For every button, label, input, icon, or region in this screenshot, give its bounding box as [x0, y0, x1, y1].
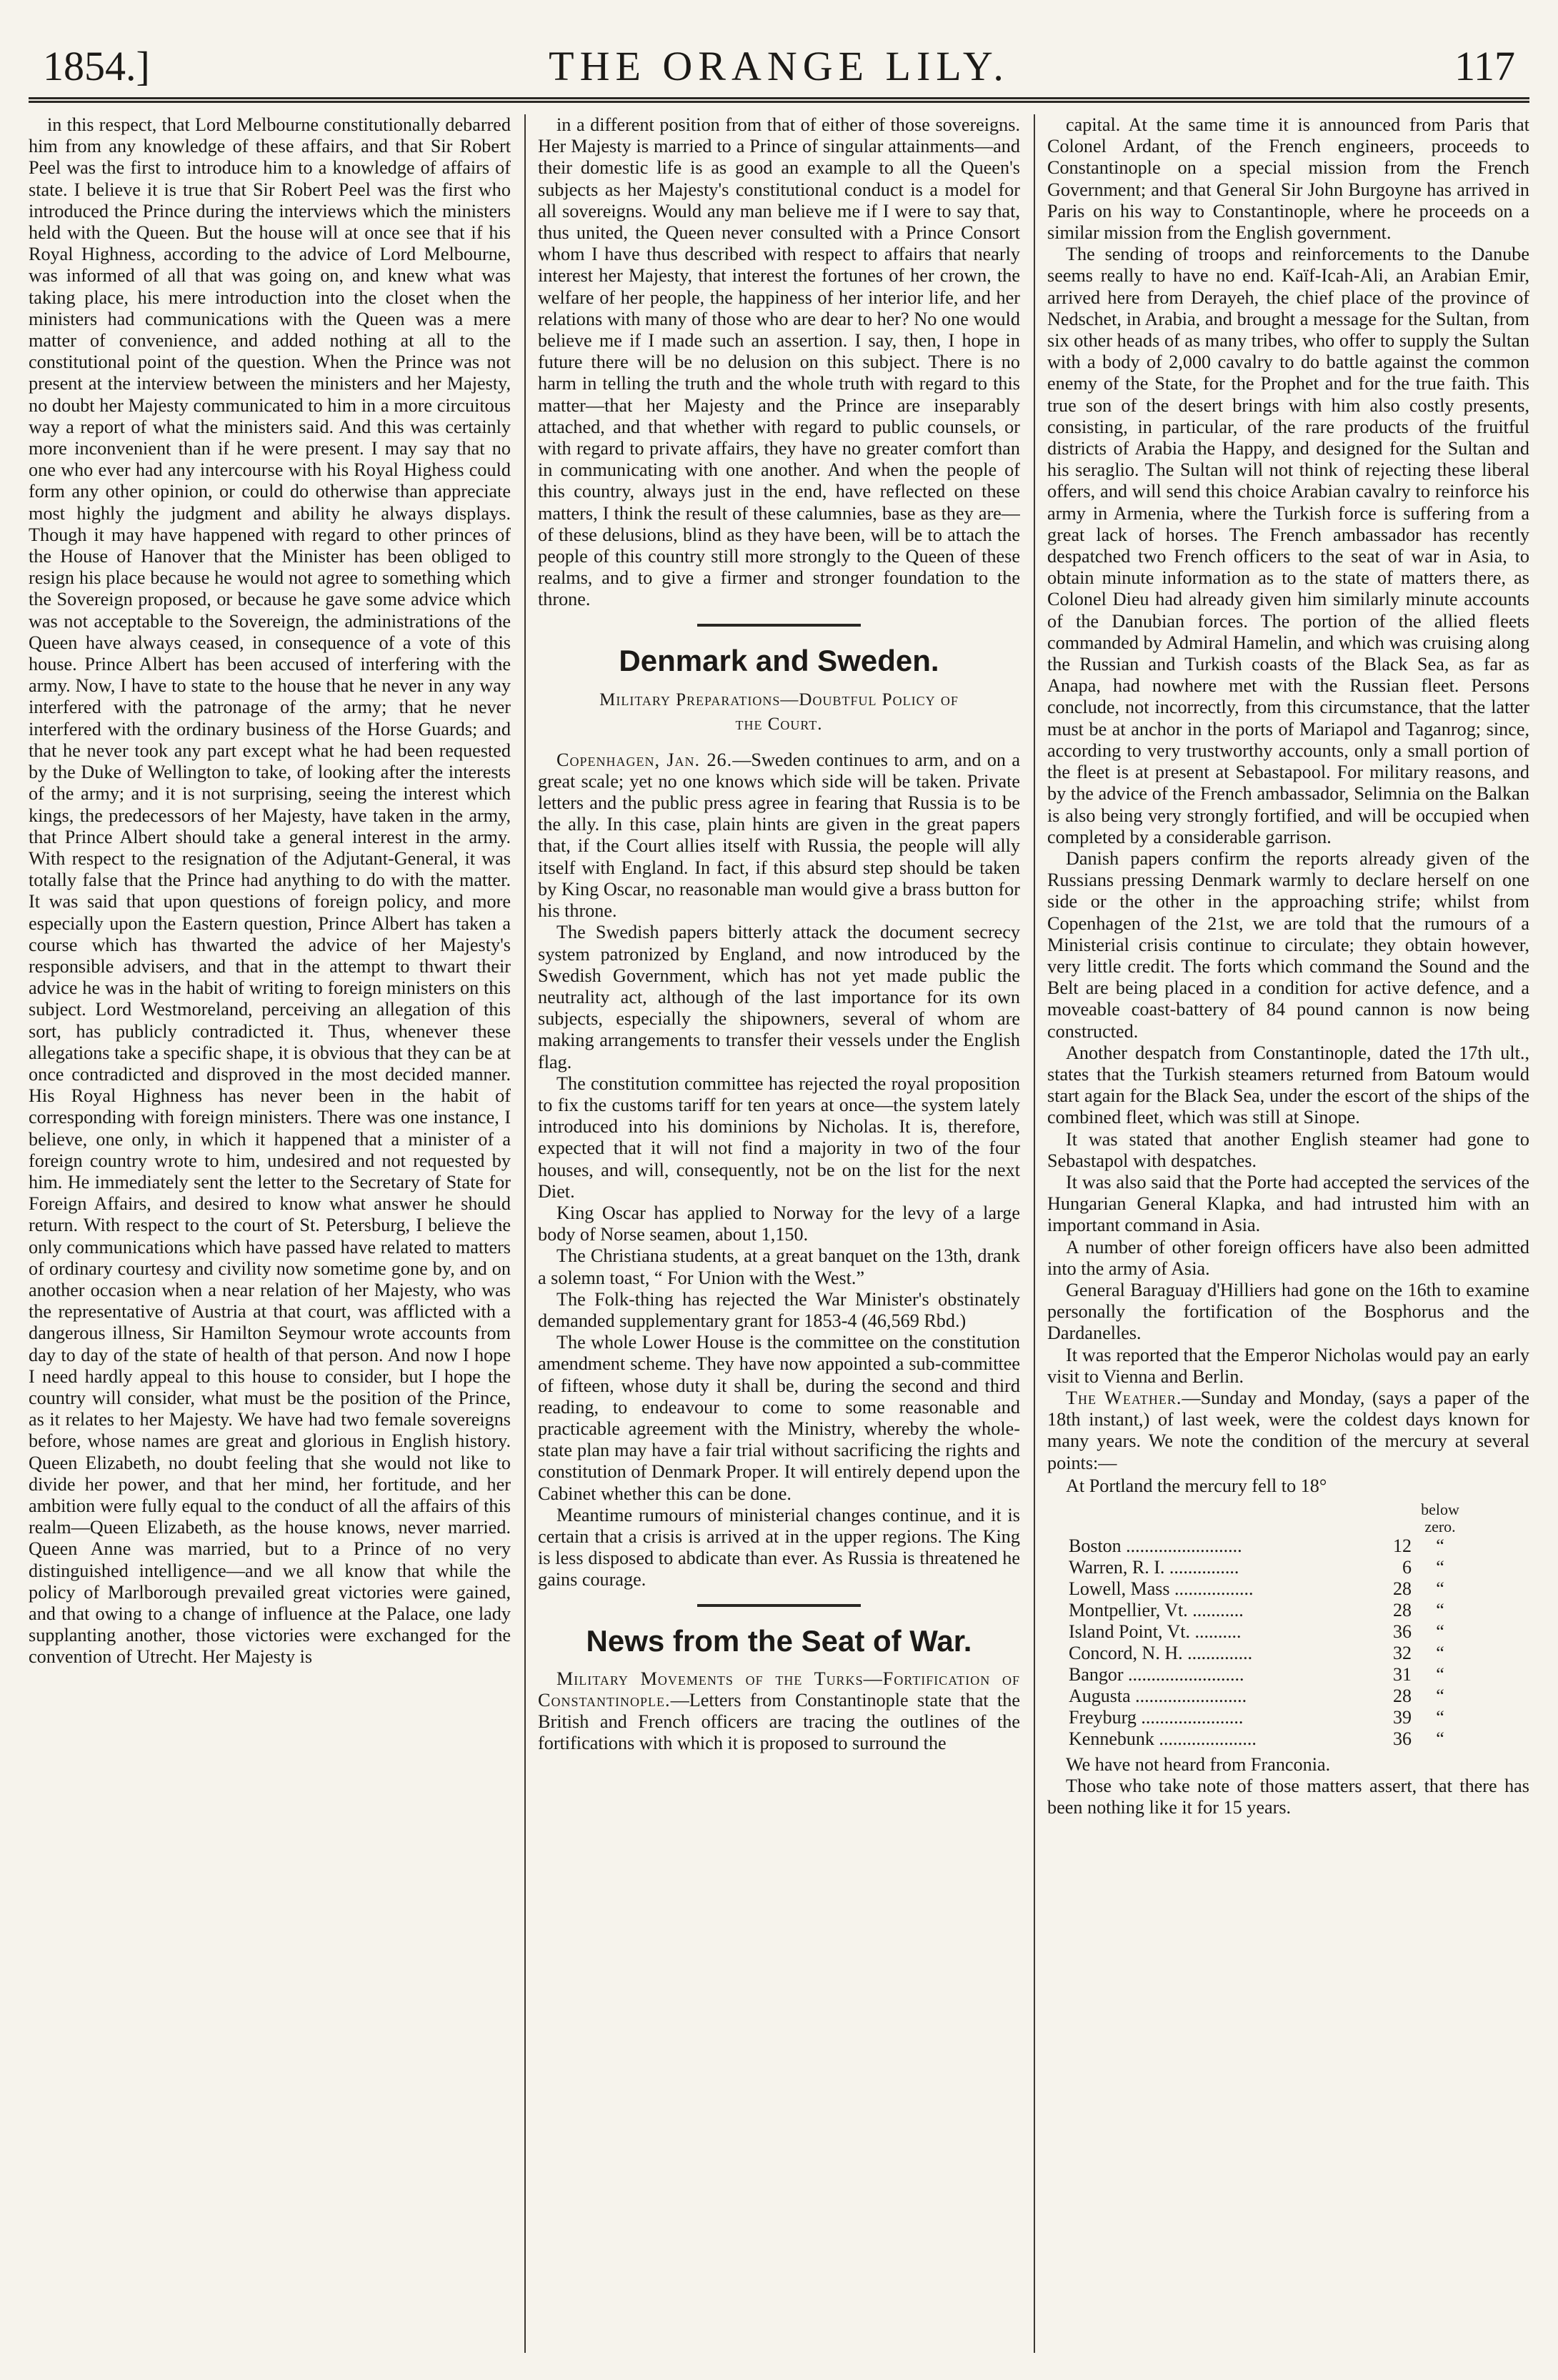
article-paragraph [538, 1668, 1020, 1755]
article-paragraph: The Folk-thing has rejected the War Minister's obstinately demanded supplementary grant for 1853-4 (46,569 Rbd.) [538, 1288, 1020, 1331]
column-rule [524, 114, 526, 2353]
table-row [1069, 1578, 1469, 1600]
column-3 [1047, 114, 1529, 2367]
table-row [1069, 1728, 1469, 1750]
page-number: 117 [1454, 43, 1515, 89]
table-header-row [1069, 1501, 1469, 1535]
article-paragraph [538, 750, 1020, 922]
article-paragraph: Meantime rumours of ministerial changes continue, and it is certain that a crisis is arrived at in the upper regions. The King is less disposed to abdicate than ever. As Russia is threatened he gains courage. [538, 1504, 1020, 1590]
degree-cell: 6 [1402, 1557, 1412, 1578]
subheadline-line: the Court. [735, 714, 823, 734]
article-paragraph: The Swedish papers bitterly attack the document secrecy system patronized by England, and now introduced by the Swedish Government, which has not yet made public the neutrality act, although of the last importance for its own subjects, especially the shipowners, several of whom are making arrangements to transfer their vessels under the English flag. [538, 922, 1020, 1072]
section-divider [697, 624, 862, 627]
newspaper-page [29, 13, 1529, 2367]
table-row [1069, 1600, 1469, 1621]
city-cell: Bangor ......................... [1069, 1664, 1244, 1685]
article-paragraph: The sending of troops and reinforcements to the Danube seems really to have no end. Kaïf-Icah-Ali, an Arabian Emir, arrived here from Derayeh, the chief place of the province of Nedschet, in Arabia, and brought a message for the Sultan, from six other heads of as many tribes, who offer to supply the Sultan with a body of 2,000 cavalry to do battle against the common enemy of the State, for the Prophet and for the true faith. This true son of the desert brings with him also costly presents, consisting, in particular, of the rare products of the fruitful districts of Arabia the Happy, and designed for the Sultan and his seraglio. The Sultan will not think of rejecting these liberal offers, and will send this choice Arabian cavalry to reinforce his army in Armenia, where the Turkish force is suffering from a great lack of horses. The French ambassador has recently despatched two French officers to the seat of war in Asia, to obtain minute information as to the state of matters there, as Colonel Dieu had already given him similarly minute accounts of the Danubian forces. The portion of the allied fleets commanded by Admiral Hamelin, and which was cruising along the Russian and Turkish coasts of the Black Sea, as far as Anapa, had nowhere met with the Russian fleet. Persons conclude, not incorrectly, from this circumstance, that the latter must be at anchor in the ports of Mariapol and Taganrog; since, according to very trustworthy accounts, only a small portion of the fleet is at present at Sebastapool. For military reasons, and by the advice of the French ambassador, Selimnia on the Balkan is also being very strongly fortified, and will be occupied when completed by a considerable garrison. [1047, 244, 1529, 847]
city-cell: Montpellier, Vt. ........... [1069, 1600, 1244, 1620]
city-cell: Kennebunk ..................... [1069, 1728, 1257, 1749]
article-paragraph: A number of other foreign officers have also been admitted into the army of Asia. [1047, 1236, 1529, 1279]
paragraph-text: —Letters from Constantinople state that the British and French officers are tracing the outlines of the fortifications with which it is proposed to surround the [538, 1689, 1020, 1754]
article-paragraph: We have not heard from Franconia. [1066, 1754, 1331, 1775]
dateline: Copenhagen, Jan. 26. [556, 749, 733, 770]
ditto-mark: “ [1436, 1686, 1444, 1706]
ditto-mark: “ [1436, 1535, 1444, 1556]
article-paragraph: Those who take note of those matters assert, that there has been nothing like it for 15 years. [1047, 1776, 1529, 1818]
city-cell: Island Point, Vt. .......... [1069, 1621, 1242, 1642]
article-paragraph: The Christiana students, at a great banquet on the 13th, drank a solemn toast, “ For Union with the West.” [538, 1245, 1020, 1288]
city-cell: Augusta ........................ [1069, 1686, 1247, 1706]
column-rule [1034, 114, 1035, 2353]
table-row [1069, 1621, 1469, 1643]
paragraph-text: —Sunday and Monday, (says a paper of the 18th instant,) of last week, were the coldest days known for many years. We note the condition of the mercury at several points:— [1047, 1387, 1529, 1473]
table-row [1069, 1664, 1469, 1686]
headline-denmark-sweden: Denmark and Sweden. [619, 643, 939, 677]
city-cell: Boston ......................... [1069, 1535, 1242, 1556]
city-cell: Freyburg ...................... [1069, 1707, 1244, 1728]
city-cell: Lowell, Mass ................. [1069, 1578, 1254, 1599]
article-paragraph: It was stated that another English steamer had gone to Sebastapol with despatches. [1047, 1128, 1529, 1171]
article-paragraph: in a different position from that of either of those sovereigns. Her Majesty is married to a Prince of singular attainments—and their domestic life is as good an example to all the Queen's subjects as her Majesty's constitutional conduct is a model for all sovereigns. Would any man believe me if I were to say that, thus united, the Queen never consulted with a Prince Consort whom I have thus described with respect to affairs that nearly interest her Majesty, that interest the fortunes of her crown, the welfare of her people, the happiness of her interior life, and her relations with many of those who are dear to her? No one would believe me if I made such an assertion. I say, then, I hope in future there will be no delusion on this subject. There is no harm in telling the truth and the whole truth with regard to this matter—that her Majesty and the Prince are inseparably attached, and that whether with regard to public counsels, or with regard to private affairs, they have no greater comfort than in communicating with one another. And when the people of this country, always just in the end, have reflected on these matters, I think the result of these calumnies, base as they are—of these delusions, blind as they have been, will be to attach the people of this country still more strongly to the Queen of these realms, and to give a firmer and stronger foundation to the throne. [538, 114, 1020, 610]
lead-in: The Weather. [1066, 1387, 1182, 1408]
degree-cell: 31 [1393, 1664, 1412, 1685]
paragraph-text: —Sweden continues to arm, and on a great scale; yet no one knows which side will be taken. Private letters and the public press agree in fearing that Russia is to be the ally. In this case, plain hints are given in the great papers that, if the Court allies itself with Russia, the people will ally itself with England. In fact, if this absurd step should be taken by King Oscar, no reasonable man would give a brass button for his throne. [538, 749, 1020, 922]
ditto-mark: “ [1436, 1621, 1444, 1642]
degree-cell: 36 [1393, 1621, 1412, 1642]
columns [29, 114, 1529, 2367]
headline-seat-of-war: News from the Seat of War. [586, 1623, 972, 1658]
table-row [1069, 1535, 1469, 1557]
ditto-mark: “ [1436, 1664, 1444, 1685]
ditto-mark: “ [1436, 1600, 1444, 1620]
degree-cell: 28 [1393, 1686, 1412, 1706]
subheadline [538, 688, 1020, 737]
ditto-mark: “ [1436, 1643, 1444, 1663]
degree-cell: 36 [1393, 1728, 1412, 1749]
article-paragraph: capital. At the same time it is announced from Paris that Colonel Ardant, of the French engineers, proceeds to Constantinople on a special mission from the French Government; and that General Sir John Burgoyne has arrived in Paris on his way to Constantinople, where he proceeds on a similar mission from the English government. [1047, 114, 1529, 244]
degree-cell: 12 [1393, 1535, 1412, 1556]
newspaper-title: THE ORANGE LILY. [549, 43, 1009, 89]
city-cell: Concord, N. H. .............. [1069, 1643, 1253, 1663]
article-paragraph: The whole Lower House is the committee on the constitution amendment scheme. They have now appointed a sub-committee of fifteen, whose duty it shall be, during the second and third reading, to endeavour to come to some reasonable and practicable agreement with the Ministry, whereby the whole-state plan may have a fair trial without sacrificing the rights and constitution of Denmark Proper. It will entirely depend upon the Cabinet whether this can be done. [538, 1332, 1020, 1504]
subheadline-line: Military Preparations—Doubtful Policy of [599, 689, 959, 709]
table-row [1069, 1557, 1469, 1578]
degree-cell: 28 [1393, 1600, 1412, 1620]
article-paragraph: in this respect, that Lord Melbourne constitutionally debarred him from any knowledge of these affairs, and that Sir Robert Peel was the first to introduce him to a knowledge of affairs of state. I believe it is true that Sir Robert Peel was the first who introduced the Prince during the interviews which the ministers held with the Queen. But the house will at once see that if his Royal Highness, according to the advice of Lord Melbourne, was informed of all that was going on, and knew what was taking place, his mere introduction into the closet when the ministers had communications with the Queen was a mere matter of convenience, and added nothing at all to the constitutional point of the question. When the Prince was not present at the interview between the ministers and her Majesty, no doubt her Majesty communicated to him in a more circuitous way a report of what the ministers said. And this was certainly more inconvenient than if he were present. I may say that no one who ever had any intercourse with his Royal Highess could form any other opinion, or could do otherwise than appreciate most highly the judgment and ability he always displays. Though it may have happened with regard to other princes of the House of Hanover that the Minister has been obliged to resign his place because he would not agree to something which the Sovereign proposed, or because he gave some advice which was not acceptable to the Sovereign, the administrations of the Queen have always ceased, in consequence of a vote of this house. Prince Albert has been accused of interfering with the army. Now, I have to state to the house that he never in any way interfered with the patronage of the army; that he never interfered with the ordinary business of the Horse Guards; and that he never took any part except what he had been requested by the Duke of Wellington to take, of looking after the interests of the army; and it is not surprising, seeing the interest which kings, the predecessors of her Majesty, have taken in the army, that Prince Albert should take a general interest in the army. With respect to the resignation of the Adjutant-General, it was totally false that the Prince had anything to do with the matter. It was said that upon questions of foreign policy, and more especially upon the Eastern question, Prince Albert has taken a course which has thwarted the advice of her Majesty's responsible advisers, and that in the attempt to thwart their advice he was in the habit of writing to foreign ministers on this subject. Lord Westmoreland, perceiving an allegation of this sort, has publicly contradicted it. Thus, whenever these allegations take a specific shape, it is obvious that they can be at once contradicted and disproved in the most decided manner. His Royal Highness has never been in the habit of corresponding with foreign ministers. There was one instance, I believe, one only, in which it happened that a minister of a foreign country wrote to him, undesired and not requested by him. He immediately sent the letter to the Secretary of State for Foreign Affairs, and desired to know what answer he should return. With respect to the court of St. Petersburg, I believe the only communications which have passed have related to matters of ordinary courtesy and civility now sometime gone by, and on another occasion when a near relation of her Majesty, who was the representative of Austria at that court, was afflicted with a dangerous illness, Sir Hamilton Seymour wrote accounts from day to day of the state of health of that person. And now I hope I need hardly appeal to this house to consider, but I hope the country will consider, what must be the position of the Prince, as it relates to her Majesty. We have had two female sovereigns before, whose names are great and glorious in English history. Queen Elizabeth, no doubt feeling that she would not like to divide her power, and that her mind, her fortitude, and her ambition were fully equal to the conduct of all the affairs of this realm—Queen Elizabeth, as the house knows, never married. Queen Anne was married, but to a Prince of no very distinguished intelligence—and we all know that while the policy of Marlborough prevailed great victories were gained, and that owing to a change of influence at the Palace, one lady supplanting another, those victories were exchanged for the convention of Utrecht. Her Majesty is [29, 114, 511, 1668]
article-paragraph: Danish papers confirm the reports already given of the Russians pressing Denmark warmly to declare herself on one side or the other in the approaching strife; whilst from Copenhagen of the 21st, we are told that the rumours of a Ministerial crisis continue to circulate; they obtain however, very little credit. The forts which command the Sound and the Belt are being placed in a condition for active defence, and a moveable coast-battery of 84 pound cannon is now being constructed. [1047, 847, 1529, 1042]
article-paragraph: King Oscar has applied to Norway for the levy of a large body of Norse seamen, about 1,150. [538, 1202, 1020, 1245]
article-paragraph: Another despatch from Constantinople, dated the 17th ult., states that the Turkish steamers returned from Batoum would start again for the Black Sea, under the escort of the ships of the combined fleet, which was still at Sinope. [1047, 1042, 1529, 1128]
article-paragraph [1047, 1388, 1529, 1474]
ditto-mark: “ [1436, 1707, 1444, 1728]
article-paragraph: The constitution committee has rejected the royal proposition to fix the customs tariff for ten years at once—the system lately introduced into his dominions by Nicholas. It is, therefore, expected that it will not find a majority in two of the four houses, and will, consequently, not be on the list for the next Diet. [538, 1072, 1020, 1202]
column-1 [29, 114, 511, 2367]
issue-date: 1854.] [43, 43, 150, 89]
table-header: below zero. [1421, 1500, 1459, 1535]
city-cell: Warren, R. I. ............... [1069, 1557, 1239, 1578]
ditto-mark: “ [1436, 1557, 1444, 1578]
article-paragraph: It was reported that the Emperor Nicholas would pay an early visit to Vienna and Berlin. [1047, 1344, 1529, 1387]
degree-cell: 32 [1393, 1643, 1412, 1663]
masthead [29, 13, 1529, 103]
column-2 [538, 114, 1020, 2367]
article-paragraph: It was also said that the Porte had accepted the services of the Hungarian General Klapka, and had intrusted him with an important command in Asia. [1047, 1171, 1529, 1236]
ditto-mark: “ [1436, 1728, 1444, 1749]
section-divider [697, 1604, 862, 1607]
table-row [1069, 1707, 1469, 1728]
table-row [1069, 1686, 1469, 1707]
table-row [1069, 1643, 1469, 1664]
lead-in: Military Movements of the Turks—Fortification of Constantinople. [538, 1668, 1020, 1711]
temperature-table-intro: At Portland the mercury fell to 18° [1066, 1475, 1327, 1496]
temperature-table [1069, 1501, 1469, 1750]
degree-cell: 28 [1393, 1578, 1412, 1599]
degree-cell: 39 [1393, 1707, 1412, 1728]
article-paragraph: General Baraguay d'Hilliers had gone on the 16th to examine personally the fortification of the Bosphorus and the Dardanelles. [1047, 1279, 1529, 1344]
ditto-mark: “ [1436, 1578, 1444, 1599]
